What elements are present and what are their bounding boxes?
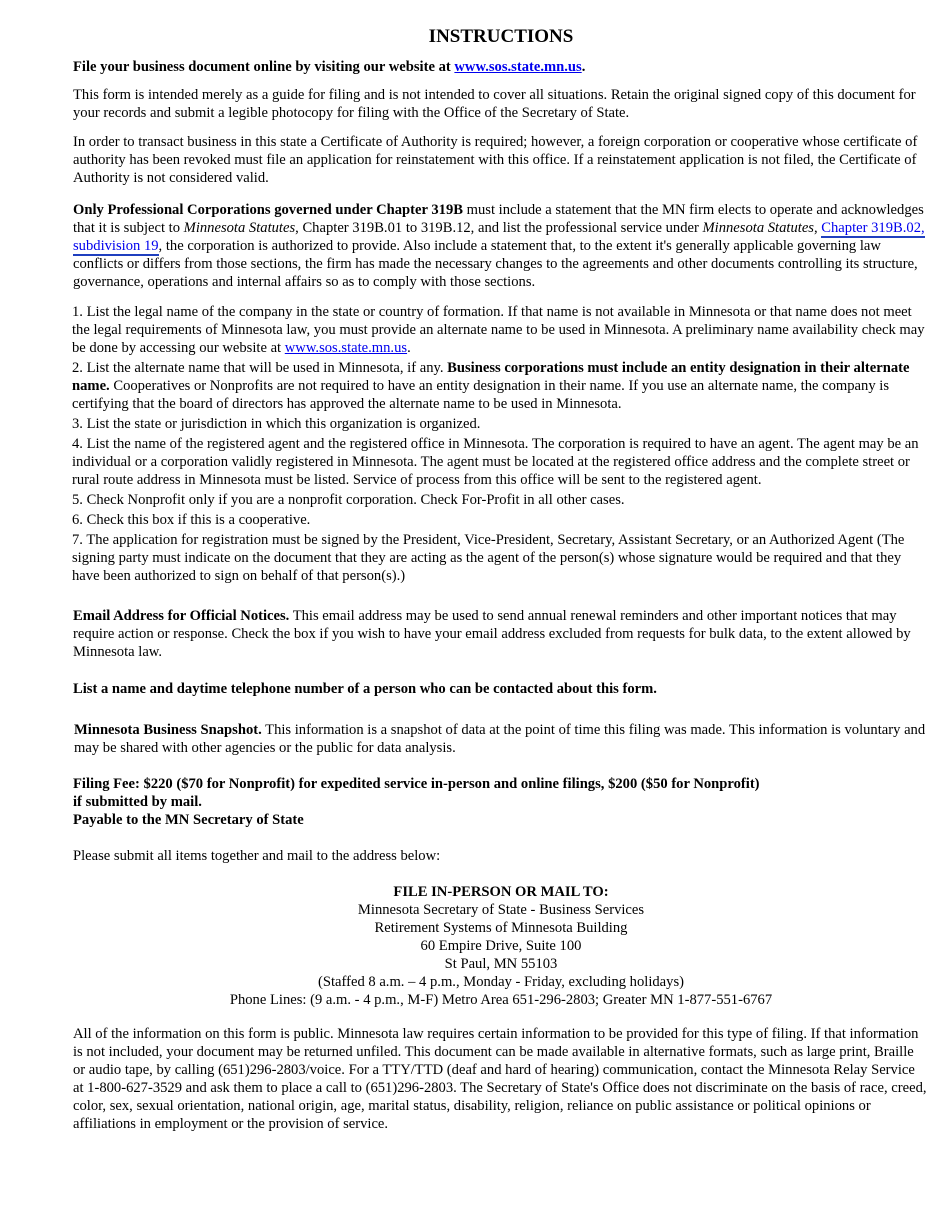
snapshot-text: This information is a snapshot of data at the point of time this filing was made. This information is voluntary and may be shared with other agencies or the public for data analysis. [74, 722, 926, 756]
item-number: 4. [72, 436, 83, 452]
website-note-lead: File your business document online by visiting our website at [73, 59, 455, 75]
mailing-heading: FILE IN-PERSON OR MAIL TO: [393, 884, 609, 900]
mailing-line-phones: Phone Lines: (9 a.m. - 4 p.m., M-F) Metro Area 651-296-2803; Greater MN 1-877-551-6767 [229, 992, 773, 1008]
contact-paragraph: List a name and daytime telephone number of a person who can be contacted about this form. [73, 681, 657, 697]
guide-paragraph: This form is intended merely as a guide for filing and is not intended to cover all situations. Retain the original signed copy of this document for your records and submit a legible photocopy for filing with the Office of the Secretary of State. [73, 87, 916, 121]
website-link[interactable]: www.sos.state.mn.us [454, 59, 582, 75]
statutes-italic-1: Minnesota Statutes [183, 220, 296, 236]
item-text: List the name of the registered agent and the registered office in Minnesota. The corporation is required to have an agent. The agent may be an individual or a corporation validly registered in Minnesota. The agent must be located at the registered office address and the complete street or rural route address in Minnesota must be listed. Service of process from this office will be sent to the registered agent. [72, 436, 919, 488]
submit-instructions: Please submit all items together and mail to the address below: [73, 848, 441, 864]
statutes-italic-2: Minnesota Statutes [702, 220, 814, 236]
item-number: 1. [72, 304, 83, 320]
instruction-item-5 [72, 491, 929, 509]
professional-bold-lead: Only Professional Corporations governed under Chapter 319B [73, 202, 463, 218]
professional-text-3: , [813, 220, 822, 236]
instructions-page [73, 26, 929, 1133]
instruction-item-1 [72, 303, 929, 357]
instruction-item-4 [72, 435, 929, 489]
page-title: INSTRUCTIONS [428, 26, 574, 47]
filing-fee-line-1: Filing Fee: $220 ($70 for Nonprofit) for expedited service in-person and online filings, $200 ($50 for Nonprofit) [73, 776, 760, 792]
item-text: List the alternate name that will be used in Minnesota, if any. [82, 360, 448, 376]
certificate-paragraph: In order to transact business in this state a Certificate of Authority is required; however, a foreign corporation or cooperative whose certificate of authority has been revoked must file an application for reinstatement with this office. If a reinstatement application is not filed, the Certificate of Authority is not considered valid. [73, 134, 918, 186]
item-number: 6. [72, 512, 83, 528]
professional-text-2: , Chapter 319B.01 to 319B.12, and list the professional service under [295, 220, 703, 236]
item-text: Check Nonprofit only if you are a nonprofit corporation. Check For-Profit in all other cases. [82, 492, 625, 508]
item-text: Check this box if this is a cooperative. [82, 512, 311, 528]
instruction-item-7 [72, 531, 929, 585]
filing-fee-block [73, 775, 929, 829]
email-notice-paragraph [73, 607, 929, 661]
chapter-319b-link[interactable]: Chapter 319B.02, subdivision 19 [73, 220, 925, 254]
mailing-address-block [73, 883, 929, 1009]
mailing-line-building: Retirement Systems of Minnesota Building [374, 920, 628, 936]
email-notice-heading: Email Address for Official Notices. [73, 608, 290, 624]
item-tail: Cooperatives or Nonprofits are not required to have an entity designation in their name. If you use an alternate name, the company is certifying that the board of directors has approved the alternate name to be used in Minnesota. [72, 378, 890, 412]
instruction-item-6 [72, 511, 929, 529]
item-number: 2. [72, 360, 83, 376]
item-number: 3. [72, 416, 83, 432]
website-note [73, 58, 929, 76]
item-text: List the state or jurisdiction in which this organization is organized. [82, 416, 481, 432]
item-number: 7. [72, 532, 83, 548]
filing-fee-line-2: if submitted by mail. [73, 794, 202, 810]
snapshot-heading: Minnesota Business Snapshot. [74, 722, 262, 738]
item-text: The application for registration must be signed by the President, Vice-President, Secretary, Assistant Secretary, or an Authorized Agent (The signing party must indicate on the document that they are acting as the agent of the person(s) whose signature would be required and that they have been authorized to sign on behalf of that person(s).) [72, 532, 905, 584]
filing-fee-line-3: Payable to the MN Secretary of State [73, 812, 304, 828]
mailing-line-city: St Paul, MN 55103 [444, 956, 558, 972]
website-link-item-1[interactable]: www.sos.state.mn.us [284, 340, 408, 356]
mailing-line-office: Minnesota Secretary of State - Business Services [357, 902, 645, 918]
item-text: List the legal name of the company in the state or country of formation. If that name is not available in Minnesota or that name does not meet the legal requirements of Minnesota law, you must provide an alternate name to be used in Minnesota. A preliminary name availability check may be done by accessing our website at [72, 304, 925, 356]
professional-text-4: , the corporation is authorized to provide. Also include a statement that, to the extent it's generally applicable governing law conflicts or differs from those sections, the firm has made the necessary changes to the agreements and other documents controlling its structure, governance, operations and internal affairs so as to comply with those sections. [73, 238, 918, 290]
item-tail: . [407, 340, 411, 356]
public-information-paragraph: All of the information on this form is public. Minnesota law requires certain information to be provided for this type of filing. If that information is not included, your document may be returned unfiled. This document can be made available in alternative formats, such as large print, Braille or audio tape, by calling (651)296-2803/voice. For a TTY/TTD (deaf and hard of hearing) communication, contact the Minnesota Relay Service at 1-800-627-3529 and ask them to place a call to (651)296-2803. The Secretary of State's Office does not discriminate on the basis of race, creed, color, sex, sexual orientation, national origin, age, marital status, disability, religion, reliance on public assistance or political opinions or affiliations in employment or the provision of service. [73, 1026, 927, 1132]
professional-text-1: must include a statement that the MN firm elects to operate and acknowledges that it is subject to [73, 202, 924, 236]
mailing-line-street: 60 Empire Drive, Suite 100 [420, 938, 582, 954]
website-note-tail: . [581, 59, 586, 75]
instruction-item-3 [72, 415, 929, 433]
mailing-line-hours: (Staffed 8 a.m. – 4 p.m., Monday - Friday, excluding holidays) [318, 974, 684, 990]
instruction-item-2 [72, 359, 929, 413]
snapshot-paragraph [74, 721, 929, 757]
item-number: 5. [72, 492, 83, 508]
email-notice-text: This email address may be used to send annual renewal reminders and other important notices that may require action or response. Check the box if you wish to have your email address excluded from requests for bulk data, to the extent allowed by Minnesota law. [73, 608, 911, 660]
item-bold-text: Business corporations must include an entity designation in their alternate name. [72, 360, 910, 394]
professional-corporations-paragraph [73, 201, 929, 291]
